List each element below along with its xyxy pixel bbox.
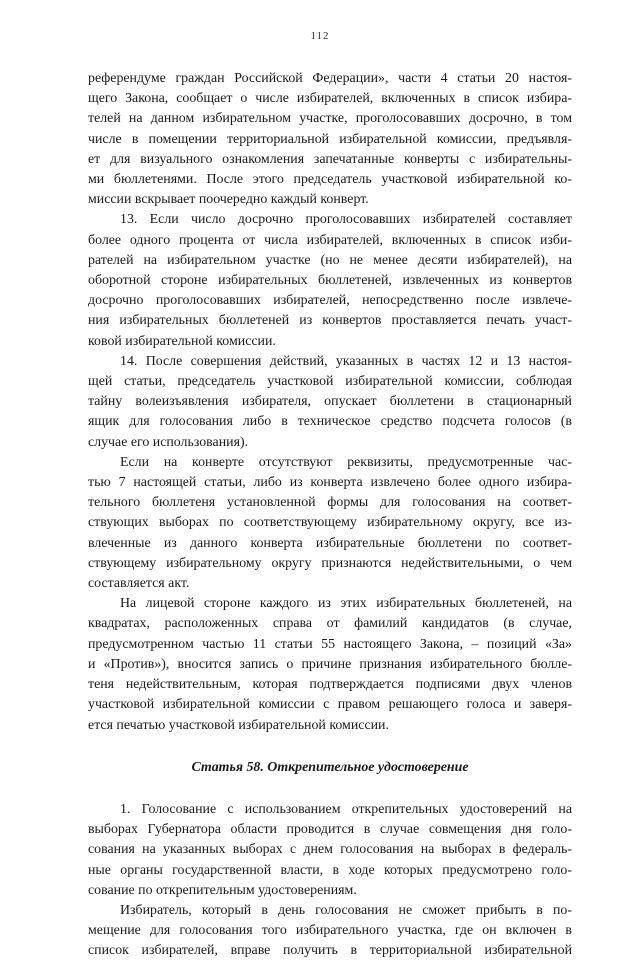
text-line: рателей на избирательном участке (но не менее десяти избирателей), на [88, 252, 572, 268]
text-line: щей статьи, председатель участковой избирательной комиссии, соблюдая [88, 374, 572, 390]
text-line: тью 7 настоящей статьи, либо из конверта извлечено более одного избира- [88, 475, 572, 491]
text-line: ния избирательных бюллетеней из конвертов проставляется печать участ- [88, 313, 572, 329]
article-heading: Статья 58. Открепительное удостоверение [191, 759, 469, 775]
text-line: миссии вскрывает поочередно каждый конверт. [88, 192, 369, 208]
document-body [88, 69, 572, 962]
text-line: сования на указанных выборах с днем голосования на выборах в федераль- [88, 842, 572, 858]
text-line: более одного процента от числа избирателей, включенных в список изби- [88, 232, 572, 248]
text-line: щего Закона, сообщает о числе избирателей, включенных в список избира- [88, 91, 572, 107]
text-line: ковой избирательной комиссии. [88, 333, 276, 349]
text-line: тельного бюллетеня установленной формы для голосования на соответ- [88, 495, 572, 511]
spacer [88, 736, 572, 758]
text-line: сование по открепительным удостоверениям. [88, 882, 357, 898]
text-line: досрочно проголосовавших избирателей, непосредственно после извлече- [88, 293, 572, 309]
paragraph-invalid-envelope [88, 453, 572, 594]
text-line: ется печатью участковой избирательной комиссии. [88, 717, 389, 733]
text-line: 13. Если число досрочно проголосовавших избирателей составляет [120, 212, 572, 228]
text-line: влеченные из данного конверта избирательные бюллетени по соответ- [88, 535, 572, 551]
text-line: телей на данном избирательном участке, проголосовавших досрочно, в том [88, 111, 572, 127]
text-line: квадратах, расположенных справа от фамилий кандидатов (в случае, [88, 616, 572, 632]
text-line: случае его использования). [88, 434, 249, 450]
text-line: ствующих выборах по соответствующему избирательному округу, все из- [88, 515, 572, 531]
text-line: ящик для голосования либо в техническое средство подсчета голосов (в [88, 414, 572, 430]
text-line: Если на конверте отсутствуют реквизиты, предусмотренные час- [120, 454, 572, 470]
text-line: мещение для голосования того избирательного участка, где он включен в [88, 923, 572, 939]
text-line: ствующему избирательному округу признаются недействительными, о чем [88, 555, 572, 571]
text-line: составляется акт. [88, 576, 190, 592]
text-line: ные органы государственной власти, в ходе которых предусмотрено голо- [88, 862, 572, 878]
paragraph-item-13 [88, 210, 572, 351]
text-line: оборотной стороне избирательных бюллетеней, извлеченных из конвертов [88, 273, 572, 289]
text-line: ет для визуального ознакомления запечатанные конверты с избирательны- [88, 151, 572, 167]
text-line: Избиратель, который в день голосования не сможет прибыть в по- [120, 902, 572, 918]
text-line: теня недействительным, которая подтверждается подписями двух членов [88, 677, 572, 693]
paragraph-voter-absentee [88, 901, 572, 962]
text-line: числе в помещении территориальной избирательной комиссии, предъявля- [88, 131, 572, 147]
paragraph-ballot-marking [88, 594, 572, 735]
text-line: и «Против»), вносится запись о причине признания избирательного бюлле- [88, 656, 572, 672]
paragraph-item-14 [88, 352, 572, 453]
spacer [88, 778, 572, 800]
text-line: На лицевой стороне каждого из этих избирательных бюллетеней, на [120, 596, 572, 612]
paragraph-article58-item-1 [88, 800, 572, 901]
page-number: 112 [310, 30, 330, 42]
text-line: участковой избирательной комиссии с правом решающего голоса и заверя- [88, 697, 572, 713]
text-line: предусмотренном частью 11 статьи 55 настоящего Закона, – позиций «За» [88, 636, 572, 652]
text-line: список избирателей, вправе получить в территориальной избирательной [88, 943, 572, 959]
text-line: референдуме граждан Российской Федерации», части 4 статьи 20 настоя- [88, 71, 572, 86]
text-line: выборах Губернатора области проводится в случае совмещения дня голо- [88, 822, 572, 838]
text-line: 1. Голосование с использованием открепительных удостоверений на [120, 801, 572, 817]
text-line: 14. После совершения действий, указанных в частях 12 и 13 настоя- [120, 353, 572, 369]
paragraph-continuation [88, 69, 572, 210]
text-line: ми бюллетенями. После этого председатель участковой избирательной ко- [88, 172, 572, 188]
text-line: тайну волеизъявления избирателя, опускает бюллетени в стационарный [88, 394, 572, 410]
